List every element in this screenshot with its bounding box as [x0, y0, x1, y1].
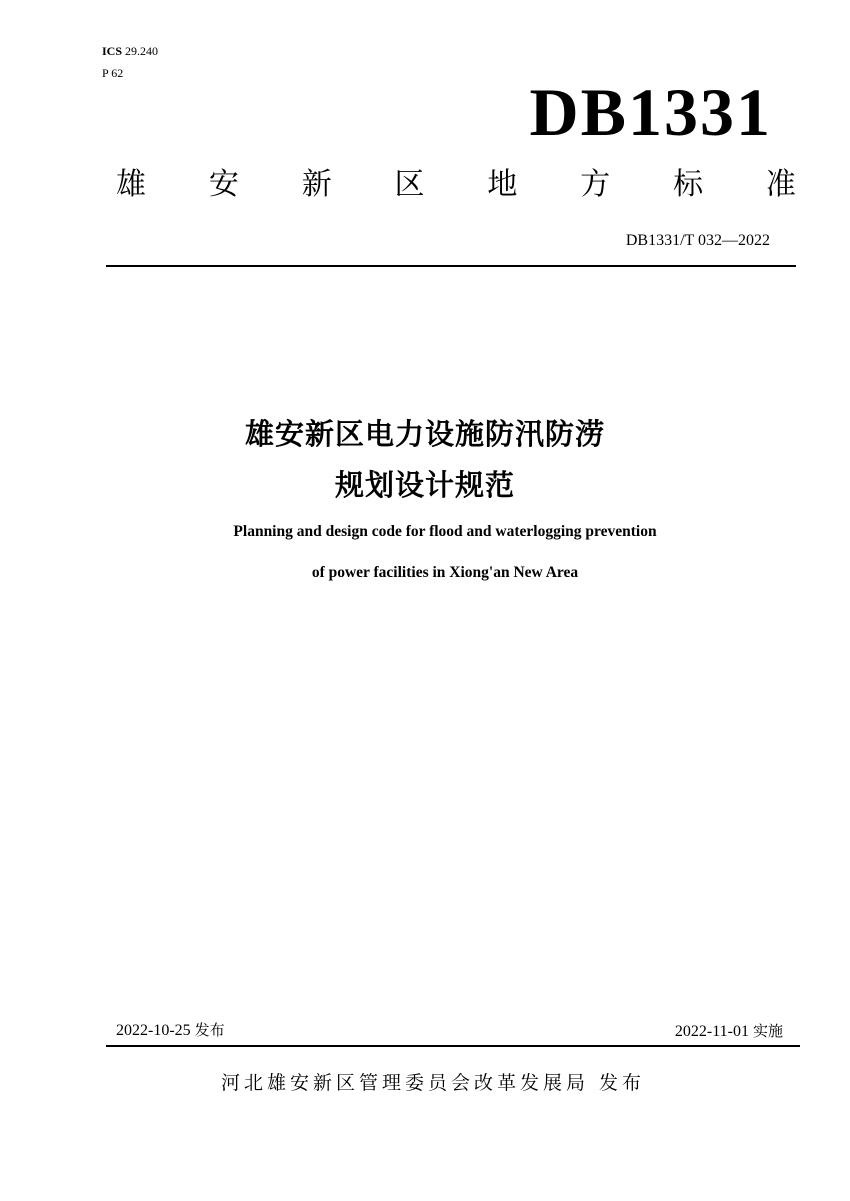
standard-type-char: 标 — [673, 167, 704, 202]
ics-code — [102, 44, 158, 58]
footer-divider — [106, 1045, 800, 1047]
standard-type-char: 地 — [487, 167, 518, 202]
standard-type-char: 准 — [765, 167, 796, 202]
issue-label: 发布 — [194, 1021, 225, 1039]
classification-code: P 62 — [102, 66, 124, 80]
title-cn-line2: 规划设计规范 — [334, 468, 515, 502]
title-en-line2: of power facilities in Xiong'an New Area — [311, 564, 579, 581]
title-cn-line1: 雄安新区电力设施防汛防涝 — [244, 417, 605, 451]
ics-value: 29.240 — [125, 44, 159, 58]
ics-label: ICS — [102, 44, 123, 58]
publisher: 河北雄安新区管理委员会改革发展局 发布 — [220, 1072, 646, 1094]
title-en-line1: Planning and design code for flood and waterlogging prevention — [233, 523, 657, 540]
standard-type-char: 雄 — [116, 167, 146, 202]
standard-code: DB1331 — [529, 74, 772, 150]
issue-date-value: 2022-10-25 — [116, 1022, 191, 1039]
standard-type-char: 方 — [580, 167, 611, 202]
standard-number: DB1331/T 032—2022 — [625, 232, 770, 249]
standard-type — [116, 163, 796, 207]
standard-type-char: 新 — [301, 167, 332, 202]
standard-type-char: 安 — [208, 167, 239, 202]
implementation-date — [675, 1020, 783, 1043]
implementation-date-value: 2022-11-01 — [674, 1023, 749, 1040]
issue-date — [116, 1019, 225, 1042]
standard-type-char: 区 — [394, 167, 425, 202]
implementation-label: 实施 — [752, 1022, 783, 1040]
header-divider — [106, 265, 796, 267]
